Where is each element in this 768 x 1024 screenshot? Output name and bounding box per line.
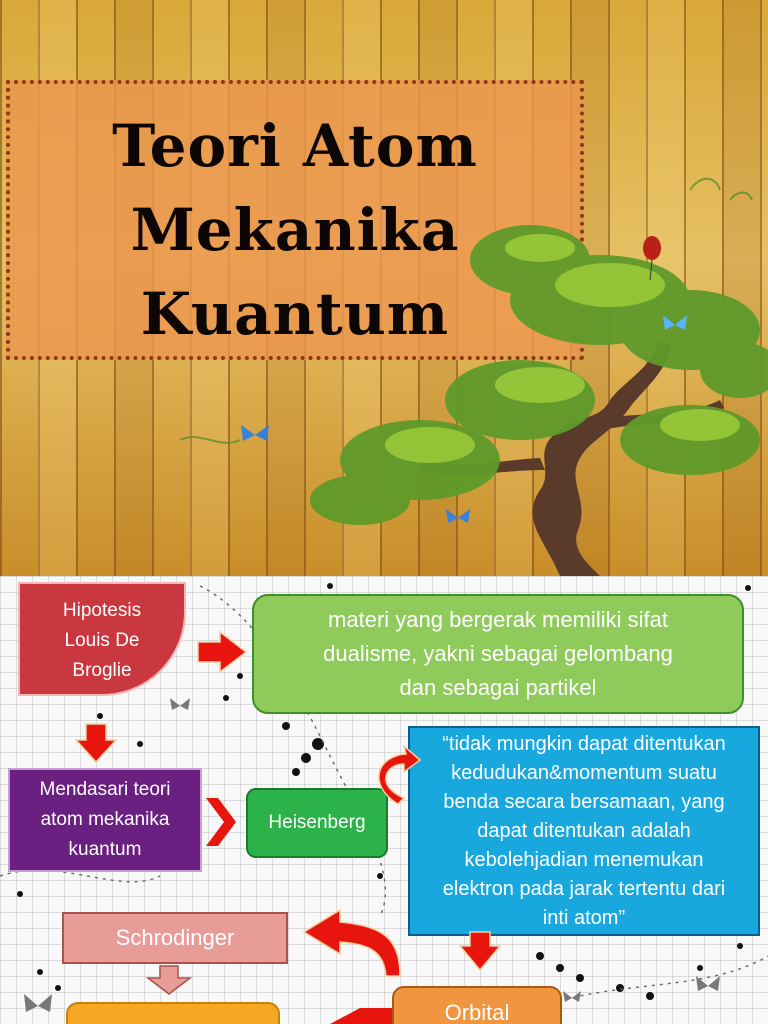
concept-map-slide: [0, 576, 768, 1024]
title-line: Mekanika: [130, 196, 460, 264]
node-text-line: atom mekanika: [40, 809, 170, 830]
arrow-right-icon: [198, 632, 246, 672]
title-line: Teori Atom: [112, 112, 478, 180]
node-text-line: kebolehjadian menemukan: [464, 848, 704, 871]
connector-arrows: [0, 576, 768, 1024]
curved-arrow-icon: [379, 746, 420, 804]
node-text-line: inti atom”: [542, 906, 626, 929]
node-text-line: elektron pada jarak tertentu dari: [442, 877, 726, 900]
curved-arrow-icon: [304, 910, 400, 976]
node-text-line: dapat ditentukan adalah: [477, 819, 691, 842]
node-text-line: dan sebagai partikel: [399, 675, 597, 700]
node-text-line: Louis De: [64, 630, 140, 651]
butterfly-icon: [241, 425, 269, 441]
node-text-line: benda secara bersamaan, yang: [443, 790, 725, 813]
node-text: Heisenberg: [268, 812, 366, 833]
node-text-line: kuantum: [68, 839, 142, 860]
node-text-line: “tidak mungkin dapat ditentukan: [442, 732, 726, 755]
node-text-line: kedudukan&momentum suatu: [451, 761, 717, 784]
butterfly-icon: [446, 509, 470, 523]
node-text: Orbital: [444, 1000, 510, 1024]
chevron-right-icon: [206, 798, 236, 846]
arrow-down-icon: [148, 966, 190, 994]
arrow-down-icon: [460, 932, 500, 970]
arrow-down-icon: [76, 724, 116, 762]
node-text-line: Broglie: [72, 660, 132, 681]
arrow-partial-icon: [330, 1008, 392, 1024]
title-line: Kuantum: [140, 280, 450, 348]
node-text: Schrodinger: [115, 925, 235, 950]
node-text-line: Hipotesis: [62, 600, 142, 621]
node-text-line: materi yang bergerak memiliki sifat: [328, 607, 668, 632]
node-text-line: Mendasari teori: [39, 779, 171, 800]
node-text-line: dualisme, yakni sebagai gelombang: [323, 641, 673, 666]
